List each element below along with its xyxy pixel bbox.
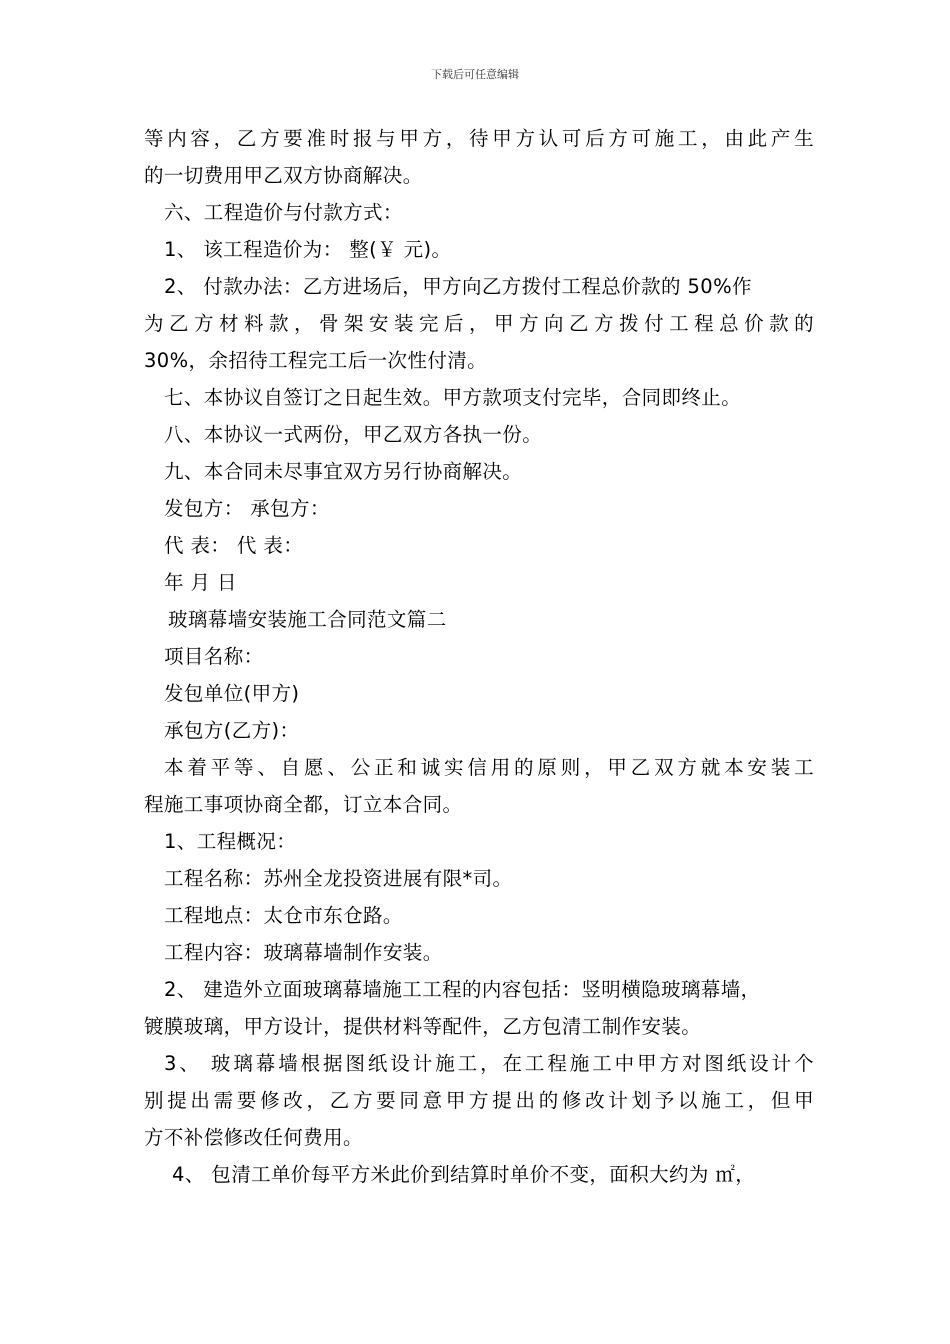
date-line: 年 月 日	[164, 571, 237, 594]
paragraph-line: 为乙方材料款，骨架安装完后，甲方向乙方拨付工程总价款的	[144, 312, 814, 335]
signature-line: 代 表： 代 表：	[164, 534, 304, 557]
section-heading: 1、工程概况：	[164, 830, 297, 853]
signature-line: 发包方： 承包方：	[164, 497, 330, 520]
section-heading: 七、本协议自签订之日起生效。甲方款项支付完毕，合同即终止。	[164, 386, 742, 409]
paragraph-line: 4、 包清工单价每平方米此价到结算时单价不变，面积大约为 ㎡，	[172, 1163, 756, 1186]
paragraph-line: 工程名称：苏州全龙投资进展有限*司。	[164, 867, 513, 890]
paragraph-line: 方不补偿修改任何费用。	[144, 1126, 363, 1149]
paragraph-line: 的一切费用甲乙双方协商解决。	[144, 164, 423, 187]
paragraph-line: 2、 建造外立面玻璃幕墙施工工程的内容包括：竖明横隐玻璃幕墙，	[164, 978, 761, 1001]
section-heading: 九、本合同未尽事宜双方另行协商解决。	[164, 460, 523, 483]
paragraph-line: 工程内容：玻璃幕墙制作安装。	[164, 941, 443, 964]
paragraph-line: 镀膜玻璃，甲方设计，提供材料等配件，乙方包清工制作安装。	[144, 1015, 702, 1038]
field-label: 承包方(乙方)：	[164, 719, 300, 742]
section-heading: 六、工程造价与付款方式：	[164, 201, 403, 224]
document-subtitle: 玻璃幕墙安装施工合同范文篇二	[168, 608, 447, 631]
field-label: 发包单位(甲方)	[164, 682, 300, 705]
document-body	[144, 120, 814, 1193]
paragraph-line: 3、 玻璃幕墙根据图纸设计施工，在工程施工中甲方对图纸设计个	[164, 1052, 814, 1075]
paragraph-line: 别提出需要修改，乙方要同意甲方提出的修改计划予以施工，但甲	[144, 1089, 814, 1112]
header-note: 下载后可任意编辑	[431, 68, 519, 81]
paragraph-line: 等内容，乙方要准时报与甲方，待甲方认可后方可施工，由此产生	[144, 127, 814, 150]
section-heading: 八、本协议一式两份，甲乙双方各执一份。	[164, 423, 543, 446]
paragraph-line: 工程地点：太仓市东仓路。	[164, 904, 403, 927]
paragraph-line: 1、 该工程造价为： 整(￥ 元)。	[164, 238, 452, 261]
paragraph-line: 2、 付款办法：乙方进场后，甲方向乙方拨付工程总价款的 50%作	[164, 275, 752, 298]
paragraph-line: 程施工事项协商全都，订立本合同。	[144, 793, 463, 816]
paragraph-line: 本着平等、自愿、公正和诚实信用的原则，甲乙双方就本安装工	[164, 756, 814, 779]
field-label: 项目名称：	[164, 645, 264, 668]
paragraph-line: 30%，余招待工程完工后一次性付清。	[144, 349, 488, 372]
